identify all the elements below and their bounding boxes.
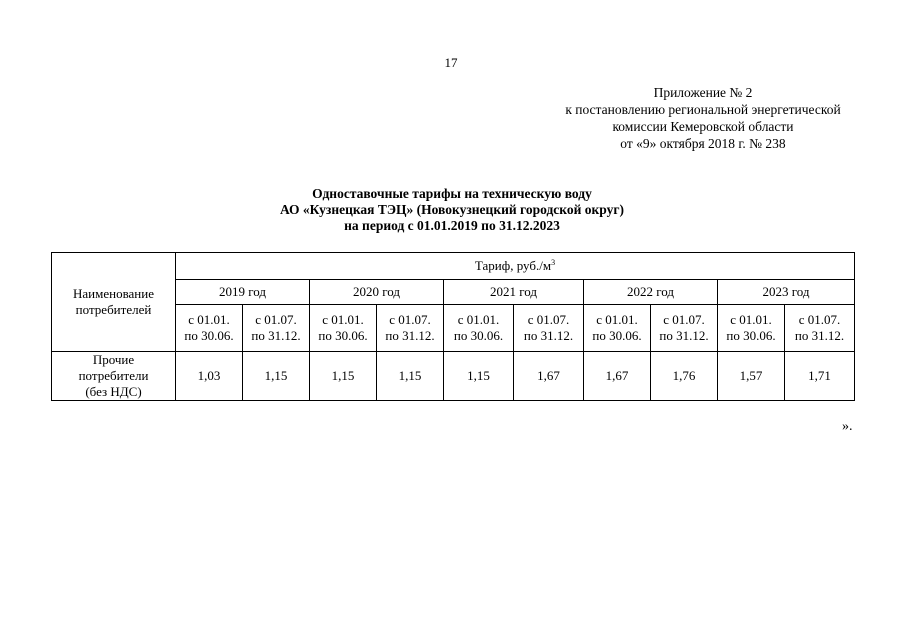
period-to: по 30.06. bbox=[453, 328, 504, 343]
title-line: Одноставочные тарифы на техническую воду bbox=[312, 186, 592, 201]
consumer-header-line: потребителей bbox=[75, 302, 152, 317]
period-from: с 01.07. bbox=[527, 312, 570, 327]
period-to: по 31.12. bbox=[794, 328, 845, 343]
period-to: по 30.06. bbox=[318, 328, 368, 343]
tariff-value: 1,67 bbox=[514, 352, 584, 401]
tariff-header-sup: 3 bbox=[551, 258, 556, 267]
row-label-line: потребители bbox=[78, 368, 149, 383]
period-from: с 01.01. bbox=[457, 312, 500, 327]
period-from: с 01.07. bbox=[389, 312, 431, 327]
tariff-value: 1,03 bbox=[176, 352, 243, 401]
year-header: 2023 год bbox=[718, 280, 855, 305]
period-header bbox=[584, 305, 651, 352]
tariff-header bbox=[176, 253, 855, 280]
tariff-value: 1,76 bbox=[651, 352, 718, 401]
year-header: 2021 год bbox=[444, 280, 584, 305]
period-header bbox=[514, 305, 584, 352]
page-number: 17 bbox=[444, 55, 458, 70]
period-to: по 31.12. bbox=[251, 328, 301, 343]
tariff-value: 1,57 bbox=[718, 352, 785, 401]
tariff-value: 1,71 bbox=[785, 352, 855, 401]
consumer-header bbox=[52, 253, 176, 352]
period-header bbox=[718, 305, 785, 352]
period-header bbox=[444, 305, 514, 352]
year-header: 2022 год bbox=[584, 280, 718, 305]
tariff-value: 1,15 bbox=[444, 352, 514, 401]
period-header bbox=[651, 305, 718, 352]
appendix-header bbox=[543, 84, 863, 152]
row-label bbox=[52, 352, 176, 401]
period-header bbox=[243, 305, 310, 352]
appendix-line: комиссии Кемеровской области bbox=[612, 119, 794, 134]
row-label-line: (без НДС) bbox=[85, 384, 142, 399]
period-to: по 31.12. bbox=[385, 328, 435, 343]
period-from: с 01.07. bbox=[663, 312, 705, 327]
tariff-table bbox=[51, 252, 855, 401]
period-from: с 01.01. bbox=[322, 312, 364, 327]
tariff-value: 1,67 bbox=[584, 352, 651, 401]
row-label-line: Прочие bbox=[92, 352, 135, 367]
tariff-header-text: Тариф, руб./м bbox=[474, 258, 552, 273]
period-to: по 30.06. bbox=[184, 328, 234, 343]
table-row bbox=[52, 352, 855, 401]
appendix-line: к постановлению региональной энергетической bbox=[565, 102, 841, 117]
period-from: с 01.07. bbox=[798, 312, 841, 327]
tariff-value: 1,15 bbox=[243, 352, 310, 401]
period-to: по 30.06. bbox=[726, 328, 776, 343]
period-from: с 01.01. bbox=[596, 312, 638, 327]
consumer-header-line: Наименование bbox=[73, 286, 154, 301]
year-header: 2019 год bbox=[176, 280, 310, 305]
period-header bbox=[176, 305, 243, 352]
title-line: АО «Кузнецкая ТЭЦ» (Новокузнецкий городской округ) bbox=[279, 202, 625, 217]
period-to: по 31.12. bbox=[523, 328, 574, 343]
period-header bbox=[377, 305, 444, 352]
period-to: по 31.12. bbox=[659, 328, 709, 343]
closing-quote: ». bbox=[842, 419, 853, 434]
appendix-line: Приложение № 2 bbox=[653, 85, 753, 100]
appendix-line: от «9» октября 2018 г. № 238 bbox=[620, 136, 786, 151]
period-header bbox=[785, 305, 855, 352]
period-from: с 01.01. bbox=[730, 312, 772, 327]
period-to: по 30.06. bbox=[592, 328, 642, 343]
tariff-value: 1,15 bbox=[377, 352, 444, 401]
period-from: с 01.07. bbox=[255, 312, 297, 327]
title-line: на период с 01.01.2019 по 31.12.2023 bbox=[344, 218, 560, 233]
document-title bbox=[150, 186, 754, 234]
period-header bbox=[310, 305, 377, 352]
tariff-value: 1,15 bbox=[310, 352, 377, 401]
period-from: с 01.01. bbox=[188, 312, 230, 327]
year-header: 2020 год bbox=[310, 280, 444, 305]
